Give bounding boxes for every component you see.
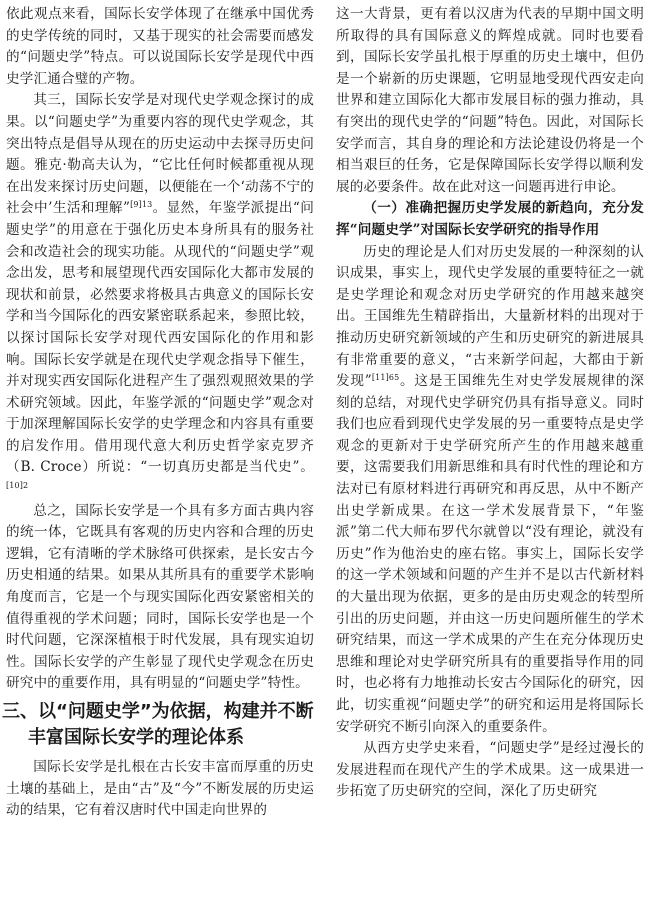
citation: [9]13 <box>130 200 153 210</box>
paragraph-left-3: 总之，国际长安学是一个具有多方面古典内容的统一体，它既具有客观的历史内容和合理的历史逻辑，它有清晰的学术脉络可供探索，是长安古今历史相通的结果。如果从其所具有的重要学术影响角度而言，它是一个与现实国际化西安紧密相关的值得重视的学术问题；同时，国际长安学也是一个时代问题，它深深植根于时代发展，具有现实迫切性。国际长安学的产生彰显了现代史学观念在历史研究中的重要作用，具有明显的“问题史学”特性。 <box>6 502 314 692</box>
citation: [11]65 <box>371 373 400 383</box>
paragraph-text: 。显然，年鉴学派提出“问题史学”的用意在于强化历史本身所具有的服务社会和改造社会的现实功能。从现代的“问题史学”观念出发，思考和展望现代西安国际化大都市发展的现状和前景，必然要求将极具古典意义的国际长安学和当今国际化的西安紧密联系起来，参照比较，以探讨国际长安学对现代西安国际化的作用和影响。国际长安学就是在现代史学观念指导下催生，并对现实西安国际化进程产生了强烈观照效果的学术研究领域。因此，年鉴学派的“问题史学”观念对于加深理解国际长安学的史学理念和内容具有重要的启发作用。借用现代意大利历史哲学家克罗齐（B. Croce）所说：“一切真历史都是当代史”。 <box>6 200 314 476</box>
paragraph-text: 其三，国际长安学是对现代史学观念探讨的成果。以“问题史学”为重要内容的现代史学观念，其突出特点是倡导从现在的历史运动中去探寻历史问题。雅克·勒高夫认为，“它比任何时候都重视从现在出发来探讨历史问题，以便能在一个‘动荡不宁的社会中’生活和理解” <box>6 92 314 217</box>
paragraph-right-2 <box>336 242 644 739</box>
citation: [10]2 <box>6 481 29 491</box>
right-column <box>336 4 644 900</box>
paragraph-right-1: 这一大背景，更有着以汉唐为代表的早期中国文明所取得的具有国际意义的辉煌成就。同时也要看到，国际长安学虽扎根于厚重的历史土壤中，但仍是一个崭新的历史课题，它明显地受现代西安走向世界和建立国际化大都市发展目标的强力推动，具有突出的现代史学的“问题”特色。因此，对国际长安学而言，其自身的理论和方法论建设仍将是一个相当艰巨的任务，它是保障国际长安学得以顺利发展的必要条件。故在此对这一问题再进行申论。 <box>336 6 644 195</box>
section-heading-line1: 三、以“问题史学”为依据，构建并不断 <box>2 701 314 722</box>
section-heading-line2: 丰富国际长安学的理论体系 <box>28 727 244 748</box>
paragraph-left-1: 依此观点来看，国际长安学体现了在继承中国优秀的史学传统的同时，又基于现实的社会需要而感发的“问题史学”特点。可以说国际长安学是现代中西史学汇通合璧的产物。 <box>6 6 314 87</box>
paragraph-right-3: 从西方史学史来看，“问题史学”是经过漫长的发展进程而在现代产生的学术成果。这一成果进一步拓宽了历史研究的空间，深化了历史研究 <box>336 740 644 800</box>
subsection-heading: （一）准确把握历史学发展的新趋向，充分发挥“问题史学”对国际长安学研究的指导作用 <box>336 200 644 238</box>
paragraph-text: 。这是王国维先生对史学发展规律的深刻的总结，对现代史学研究仍具有指导意义。同时我们也应看到现代史学发展的另一重要特点是史学观念的更新对于史学研究所产生的作用越来越重要，这需要我们用新思维和具有时代性的理论和方法对已有原材料进行再研究和再反思，从中不断产出史学新成果。在这一学术发展背景下，“年鉴派”第二代大师布罗代尔就曾以“没有理论，就没有历史”作为他治史的座右铭。事实上，国际长安学的这一学术领域和问题的产生并不是以古代新材料的大量出现为依据，更多的是由历史观念的转型所引出的历史问题，并由这一历史问题所催生的学术研究结果，而这一学术成果的产生在充分体现历史思维和理论对史学研究所具有的重要指导作用的同时，也必将有力地推动长安古今国际化的研究，因此，切实重视“问题史学”的研究和运用是将国际长安学研究不断引向深入的重要条件。 <box>336 373 644 735</box>
left-column <box>2 4 314 900</box>
paragraph-left-2 <box>6 90 314 500</box>
section-heading <box>2 699 314 751</box>
paragraph-text: 历史的理论是人们对历史发展的一种深刻的认识成果，事实上，现代史学发展的重要特征之一就是史学理论和观念对历史学研究的作用越来越突出。王国维先生精辟指出，大量新材料的出现对于推动历史研究新领域的产生和历史研究的新进展具有非常重要的意义，“古来新学问起，大都由于新发现” <box>336 243 644 390</box>
paragraph-left-4: 国际长安学是扎根在古长安丰富而厚重的历史土壤的基础上，是由“古”及“今”不断发展的历史运动的结果，它有着汉唐时代中国走向世界的 <box>6 759 314 819</box>
